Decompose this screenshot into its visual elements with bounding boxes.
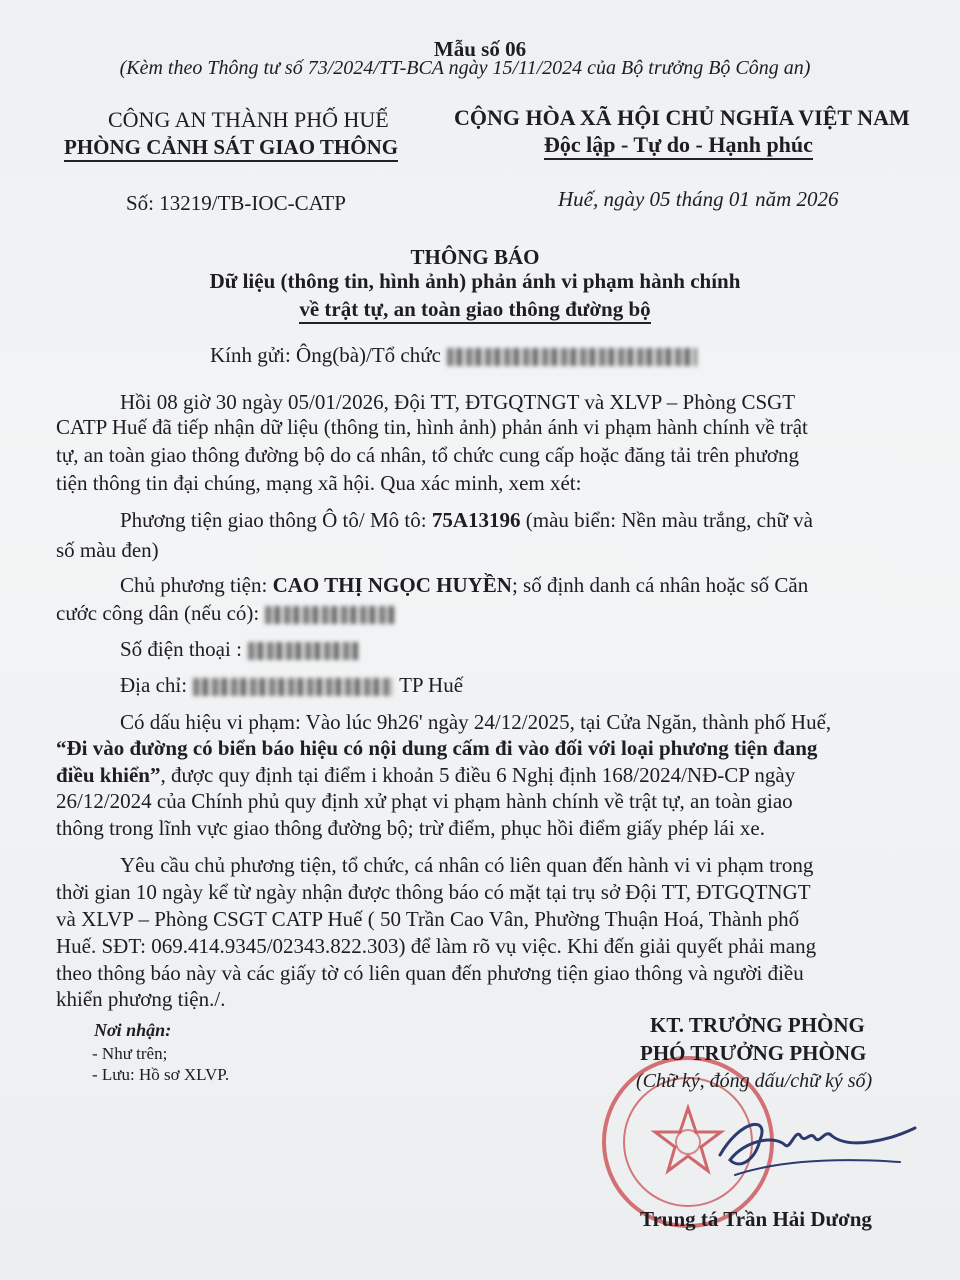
license-plate: 75A13196 [431, 508, 521, 532]
department-name: PHÒNG CẢNH SÁT GIAO THÔNG [64, 134, 398, 160]
violation-line: thông trong lĩnh vực giao thông đường bộ; trừ điểm, phục hồi điểm giấy phép lái xe. [56, 816, 765, 840]
document-title: THÔNG BÁO [410, 245, 540, 269]
request-line: Yêu cầu chủ phương tiện, tổ chức, cá nhân có liên quan đến hành vi vi phạm trong [120, 853, 814, 877]
document-subtitle-1: Dữ liệu (thông tin, hình ảnh) phản ánh vi phạm hành chính [209, 269, 741, 293]
request-line: và XLVP – Phòng CSGT CATP Huế ( 50 Trần Cao Vân, Phường Thuận Hoá, Thành phố [56, 907, 800, 931]
agency-name: CÔNG AN THÀNH PHỐ HUẾ [108, 107, 389, 132]
recipient-line: Kính gửi: Ông(bà)/Tổ chức [210, 342, 703, 368]
nation-motto: Độc lập - Tự do - Hạnh phúc [544, 132, 813, 158]
recipients-label: Nơi nhận: [94, 1020, 172, 1040]
signer-name: Trung tá Trần Hải Dương [640, 1207, 872, 1231]
paragraph-1-line: CATP Huế đã tiếp nhận dữ liệu (thông tin, hình ảnh) phản ánh vi phạm hành chính về trật [56, 415, 808, 439]
violation-line: “Đi vào đường có biển báo hiệu có nội dung cấm đi vào đối với loại phương tiện đang [56, 736, 818, 760]
document-number: Số: 13219/TB-IOC-CATP [126, 191, 346, 215]
vehicle-line: Phương tiện giao thông Ô tô/ Mô tô: 75A13196 (màu biển: Nền màu trắng, chữ và [120, 508, 813, 532]
violation-line: điều khiển”, được quy định tại điểm i khoản 5 điều 6 Nghị định 168/2024/NĐ-CP ngày [56, 763, 796, 787]
owner-name: CAO THỊ NGỌC HUYỀN [272, 573, 512, 597]
redacted-address [193, 678, 393, 696]
request-line: Huế. SĐT: 069.414.9345/02343.822.303) để làm rõ vụ việc. Khi đến giải quyết phải mang [56, 934, 817, 958]
signature-note: (Chữ ký, đóng dấu/chữ ký số) [636, 1070, 873, 1092]
vehicle-line-2: số màu đen) [56, 538, 159, 562]
paragraph-1-line: tiện thông tin đại chúng, mạng xã hội. Qua xác minh, xem xét: [56, 471, 582, 495]
request-line: thời gian 10 ngày kể từ ngày nhận được thông báo có mặt tại trụ sở Đội TT, ĐTGQTNGT [56, 880, 811, 904]
request-line: theo thông báo này và các giấy tờ có liên quan đến phương tiện giao thông và người điều [56, 961, 804, 985]
redacted-phone [248, 642, 358, 660]
form-number: Mẫu số 06 [433, 37, 527, 61]
paragraph-1-line: Hồi 08 giờ 30 ngày 05/01/2026, Đội TT, ĐTGQTNGT và XLVP – Phòng CSGT [120, 390, 796, 414]
violation-line: 26/12/2024 của Chính phủ quy định xử phạt vi phạm hành chính về trật tự, an toàn giao [56, 789, 793, 813]
phone-line: Số điện thoại : [120, 636, 364, 662]
document-date: Huế, ngày 05 tháng 01 năm 2026 [558, 187, 839, 211]
request-line: khiển phương tiện./. [56, 987, 226, 1011]
nation-title: CỘNG HÒA XÃ HỘI CHỦ NGHĨA VIỆT NAM [454, 105, 910, 130]
signature-title-1: KT. TRƯỞNG PHÒNG [650, 1013, 865, 1037]
form-reference: (Kèm theo Thông tư số 73/2024/TT-BCA ngày 15/11/2024 của Bộ trưởng Bộ Công an) [119, 57, 811, 79]
redacted-id [265, 606, 395, 624]
handwritten-signature-icon [700, 1100, 930, 1190]
violation-line: Có dấu hiệu vi phạm: Vào lúc 9h26' ngày 24/12/2025, tại Cửa Ngăn, thành phố Huế, [120, 710, 832, 734]
recipients-item: - Như trên; [92, 1044, 168, 1063]
paragraph-1-line: tự, an toàn giao thông đường bộ do cá nhân, tổ chức cung cấp hoặc đăng tải trên phương [56, 443, 800, 467]
owner-line: Chủ phương tiện: CAO THỊ NGỌC HUYỀN; số định danh cá nhân hoặc số Căn [120, 573, 809, 597]
redacted-recipient [447, 348, 697, 366]
signature-title-2: PHÓ TRƯỞNG PHÒNG [640, 1041, 867, 1065]
owner-id-line: cước công dân (nếu có): [56, 600, 401, 626]
recipients-item: - Lưu: Hồ sơ XLVP. [92, 1065, 230, 1084]
address-line: Địa chỉ: TP Huế [120, 673, 464, 697]
document-subtitle-2: về trật tự, an toàn giao thông đường bộ [0, 296, 950, 322]
